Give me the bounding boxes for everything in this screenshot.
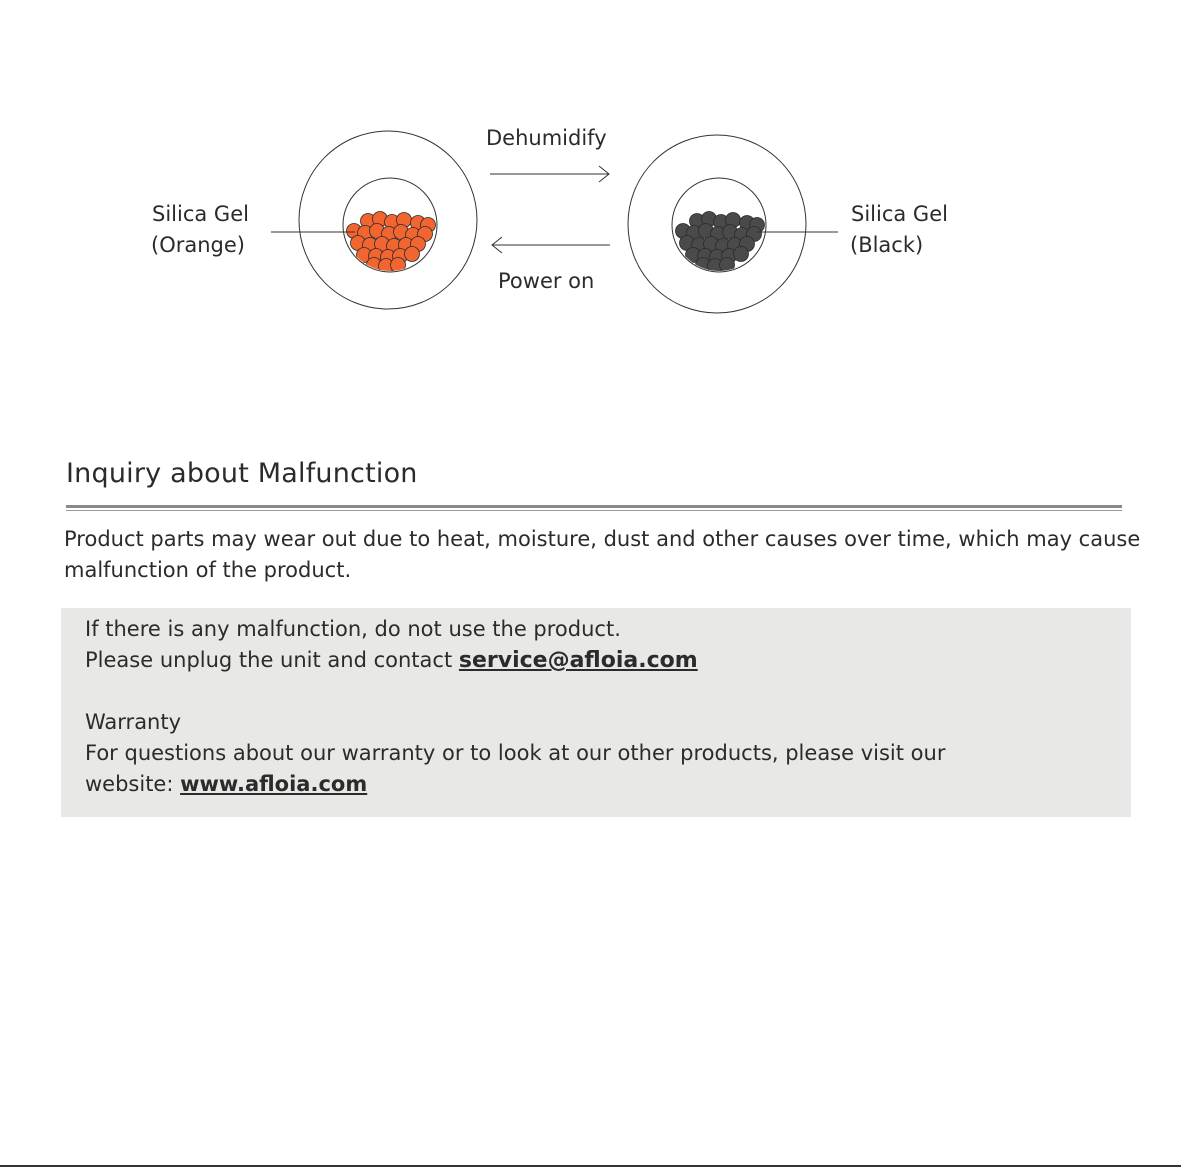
malfunction-warning: If there is any malfunction, do not use the product. bbox=[85, 617, 621, 641]
left-label-line1: Silica Gel bbox=[152, 202, 249, 226]
intro-paragraph: Product parts may wear out due to heat, moisture, dust and other causes over time, which may cause malfunction of the product. bbox=[64, 527, 1141, 582]
left-label-line2: (Orange) bbox=[151, 233, 245, 257]
silica-bead bbox=[405, 247, 420, 262]
website-line bbox=[85, 770, 367, 798]
black-beads bbox=[676, 212, 765, 274]
section-title: Inquiry about Malfunction bbox=[66, 458, 418, 489]
dehumidify-label: Dehumidify bbox=[486, 126, 607, 150]
contact-line bbox=[85, 646, 698, 675]
power-on-label: Power on bbox=[498, 269, 595, 293]
footer-rule bbox=[0, 1165, 1181, 1167]
website-link[interactable]: www.afloia.com bbox=[180, 772, 368, 796]
support-email-link[interactable]: service@afloia.com bbox=[458, 648, 698, 673]
right-arrow-icon bbox=[490, 166, 609, 182]
silica-bead bbox=[734, 247, 749, 262]
right-label-line2: (Black) bbox=[850, 233, 924, 257]
silica-gel-diagram bbox=[0, 0, 1181, 340]
right-label-line1: Silica Gel bbox=[851, 202, 948, 226]
notice-box bbox=[61, 608, 1131, 817]
warranty-text: For questions about our warranty or to look at our other products, please visit our bbox=[85, 741, 946, 765]
website-prefix: website: bbox=[85, 772, 181, 796]
warranty-heading: Warranty bbox=[85, 710, 182, 734]
orange-beads bbox=[347, 212, 436, 274]
left-arrow-icon bbox=[492, 237, 610, 253]
contact-text: Please unplug the unit and contact bbox=[85, 648, 459, 672]
title-divider-thin bbox=[66, 510, 1122, 511]
title-divider bbox=[66, 505, 1122, 508]
